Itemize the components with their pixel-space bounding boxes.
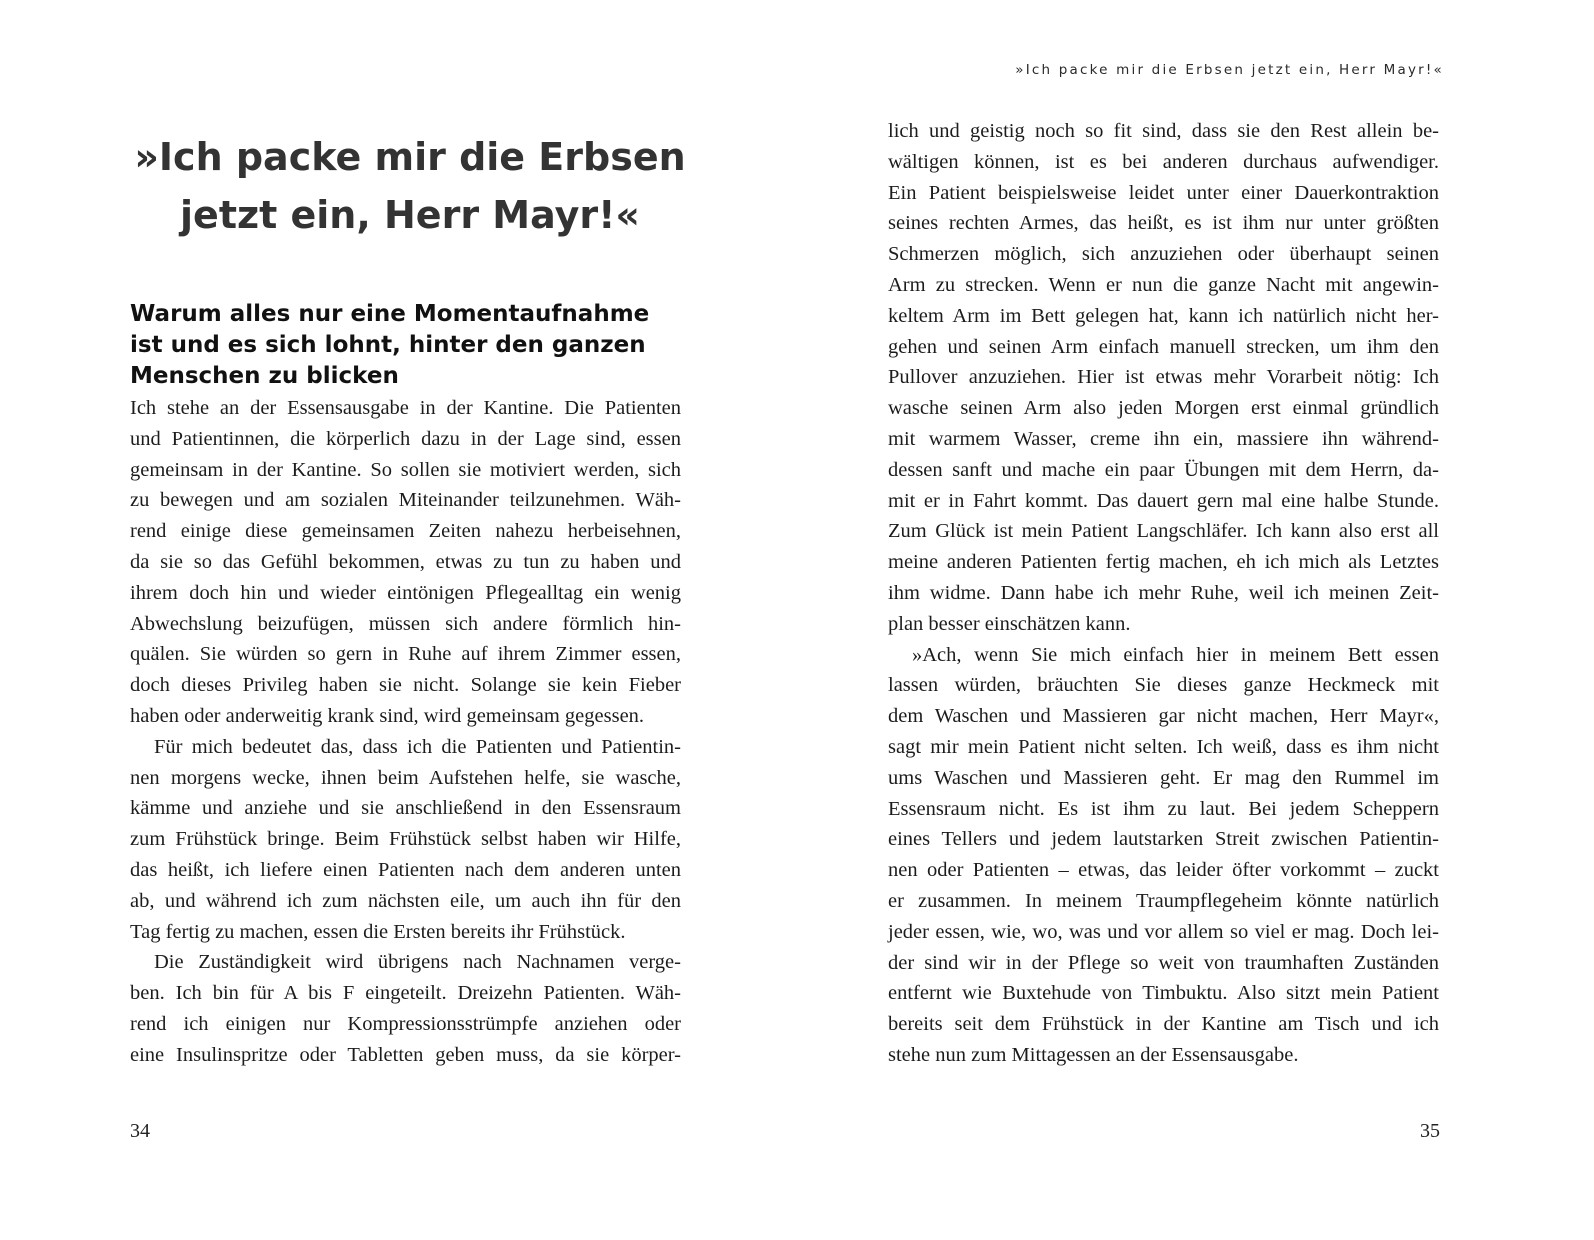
text-line: ihrem doch hin und wieder eintönigen Pflegealltag ein wenig [130, 581, 681, 604]
text-line: ihm widme. Dann habe ich mehr Ruhe, weil ich meinen Zeit- [888, 581, 1439, 604]
text-line: Die Zuständigkeit wird übrigens nach Nachnamen verge- [154, 951, 681, 974]
text-line: mit warmem Wasser, creme ihn ein, massiere ihn während- [888, 427, 1439, 450]
text-line: da sie so das Gefühl bekommen, etwas zu tun zu haben und [130, 550, 681, 573]
text-line: haben oder anderweitig krank sind, wird gemeinsam gegessen. [130, 704, 645, 727]
text-line: gehen und seinen Arm einfach manuell strecken, um ihm den [888, 335, 1439, 358]
text-line: und Patientinnen, die körperlich dazu in der Lage sind, essen [130, 427, 681, 450]
text-line: meine anderen Patienten fertig machen, eh ich mich als Letztes [888, 551, 1439, 574]
text-line: wasche seinen Arm also jeden Morgen erst einmal gründlich [888, 397, 1439, 420]
text-line: ab, und während ich zum nächsten eile, um auch ihn für den [130, 889, 681, 912]
text-line: Zum Glück ist mein Patient Langschläfer. Ich kann also erst all [888, 520, 1439, 543]
text-line: kämme und anziehe und sie anschließend in den Essensraum [130, 797, 681, 820]
chapter-title [130, 128, 690, 244]
text-line: ben. Ich bin für A bis F eingeteilt. Dreizehn Patienten. Wäh- [130, 982, 681, 1005]
text-line: Arm zu strecken. Wenn er nun die ganze Nacht mit angewin- [888, 273, 1439, 296]
text-line: keltem Arm im Bett gelegen hat, kann ich natürlich nicht her- [888, 304, 1439, 327]
text-line: eines Tellers und jedem lautstarken Streit zwischen Patientin- [888, 828, 1439, 851]
text-line: doch dieses Privileg haben sie nicht. Solange sie kein Fieber [130, 674, 681, 697]
text-line: rend ich einigen nur Kompressionsstrümpfe anziehen oder [130, 1012, 681, 1035]
page-number: 35 [1420, 1120, 1440, 1142]
text-line: der sind wir in der Pflege so weit von traumhaften Zuständen [888, 951, 1439, 974]
text-line: nen oder Patienten – etwas, das leider öfter vorkommt – zuckt [888, 859, 1439, 882]
text-line: plan besser einschätzen kann. [888, 612, 1131, 635]
subtitle-line: ist und es sich lohnt, hinter den ganzen [130, 332, 646, 358]
text-line: sagt mir mein Patient nicht selten. Ich weiß, dass es ihm nicht [888, 735, 1439, 758]
text-line: Für mich bedeutet das, dass ich die Patienten und Patientin- [154, 735, 681, 758]
chapter-subtitle [130, 299, 710, 392]
text-line: dessen sanft und mache ein paar Übungen mit dem Herrn, da- [888, 458, 1439, 481]
text-line: das heißt, ich liefere einen Patienten nach dem anderen unten [130, 858, 681, 881]
text-line: nen morgens wecke, ihnen beim Aufstehen helfe, sie wasche, [130, 766, 681, 789]
text-line: mit er in Fahrt kommt. Das dauert gern mal eine halbe Stunde. [888, 489, 1439, 512]
text-line: jeder essen, wie, wo, was und vor allem so viel er mag. Doch lei- [888, 920, 1439, 943]
subtitle-line: Warum alles nur eine Momentaufnahme [130, 301, 650, 327]
text-line: bereits seit dem Frühstück in der Kantine am Tisch und ich [888, 1013, 1439, 1036]
text-line: entfernt wie Buxtehude von Timbuktu. Also sitzt mein Patient [888, 982, 1439, 1005]
text-line: dem Waschen und Massieren gar nicht machen, Herr Mayr«, [888, 705, 1439, 728]
text-line: Pullover anzuziehen. Hier ist etwas mehr Vorarbeit nötig: Ich [888, 366, 1439, 389]
text-line: Ein Patient beispielsweise leidet unter einer Dauerkontraktion [888, 181, 1439, 204]
text-line: er zusammen. In meinem Traumpflegeheim könnte natürlich [888, 889, 1439, 912]
text-line: lich und geistig noch so fit sind, dass sie den Rest allein be- [888, 120, 1439, 142]
text-line: eine Insulinspritze oder Tabletten geben muss, da sie körper- [130, 1043, 681, 1066]
text-line: seines rechten Armes, das heißt, es ist ihm nur unter größten [888, 212, 1439, 235]
text-line: zum Frühstück bringe. Beim Frühstück selbst haben wir Hilfe, [130, 828, 681, 851]
text-line: Essensraum nicht. Es ist ihm zu laut. Bei jedem Scheppern [888, 797, 1439, 820]
text-line: stehe nun zum Mittagessen an der Essensausgabe. [888, 1043, 1299, 1066]
chapter-title-line: jetzt ein, Herr Mayr!« [180, 193, 640, 237]
text-line: »Ach, wenn Sie mich einfach hier in meinem Bett essen [912, 643, 1439, 666]
text-line: rend einige diese gemeinsamen Zeiten nahezu herbeisehnen, [130, 520, 681, 543]
text-line: quälen. Sie würden so gern in Ruhe auf ihrem Zimmer essen, [130, 643, 681, 666]
text-line: Abwechslung beizufügen, müssen sich andere förmlich hin- [130, 612, 681, 635]
chapter-title-line: »Ich packe mir die Erbsen [134, 135, 686, 179]
text-line: zu bewegen und am sozialen Miteinander teilzunehmen. Wäh- [130, 489, 681, 512]
text-line: Tag fertig zu machen, essen die Ersten bereits ihr Frühstück. [130, 920, 626, 943]
text-line: wältigen können, ist es bei anderen durchaus aufwendiger. [888, 150, 1439, 173]
text-line: gemeinsam in der Kantine. So sollen sie motiviert werden, sich [130, 458, 681, 481]
text-line: Schmerzen möglich, sich anzuziehen oder überhaupt seinen [888, 243, 1439, 266]
text-line: ums Waschen und Massieren geht. Er mag den Rummel im [888, 766, 1439, 789]
subtitle-line: Menschen zu blicken [130, 363, 399, 389]
running-head: »Ich packe mir die Erbsen jetzt ein, Herr Mayr!« [1015, 62, 1444, 78]
text-line: Ich stehe an der Essensausgabe in der Kantine. Die Patienten [130, 397, 681, 419]
page-number: 34 [130, 1120, 150, 1142]
right-body-text [888, 116, 1439, 1071]
right-page [797, 0, 1594, 1240]
text-line: lassen würden, bräuchten Sie dieses ganze Heckmeck mit [888, 674, 1439, 697]
left-body-text [130, 393, 681, 1071]
